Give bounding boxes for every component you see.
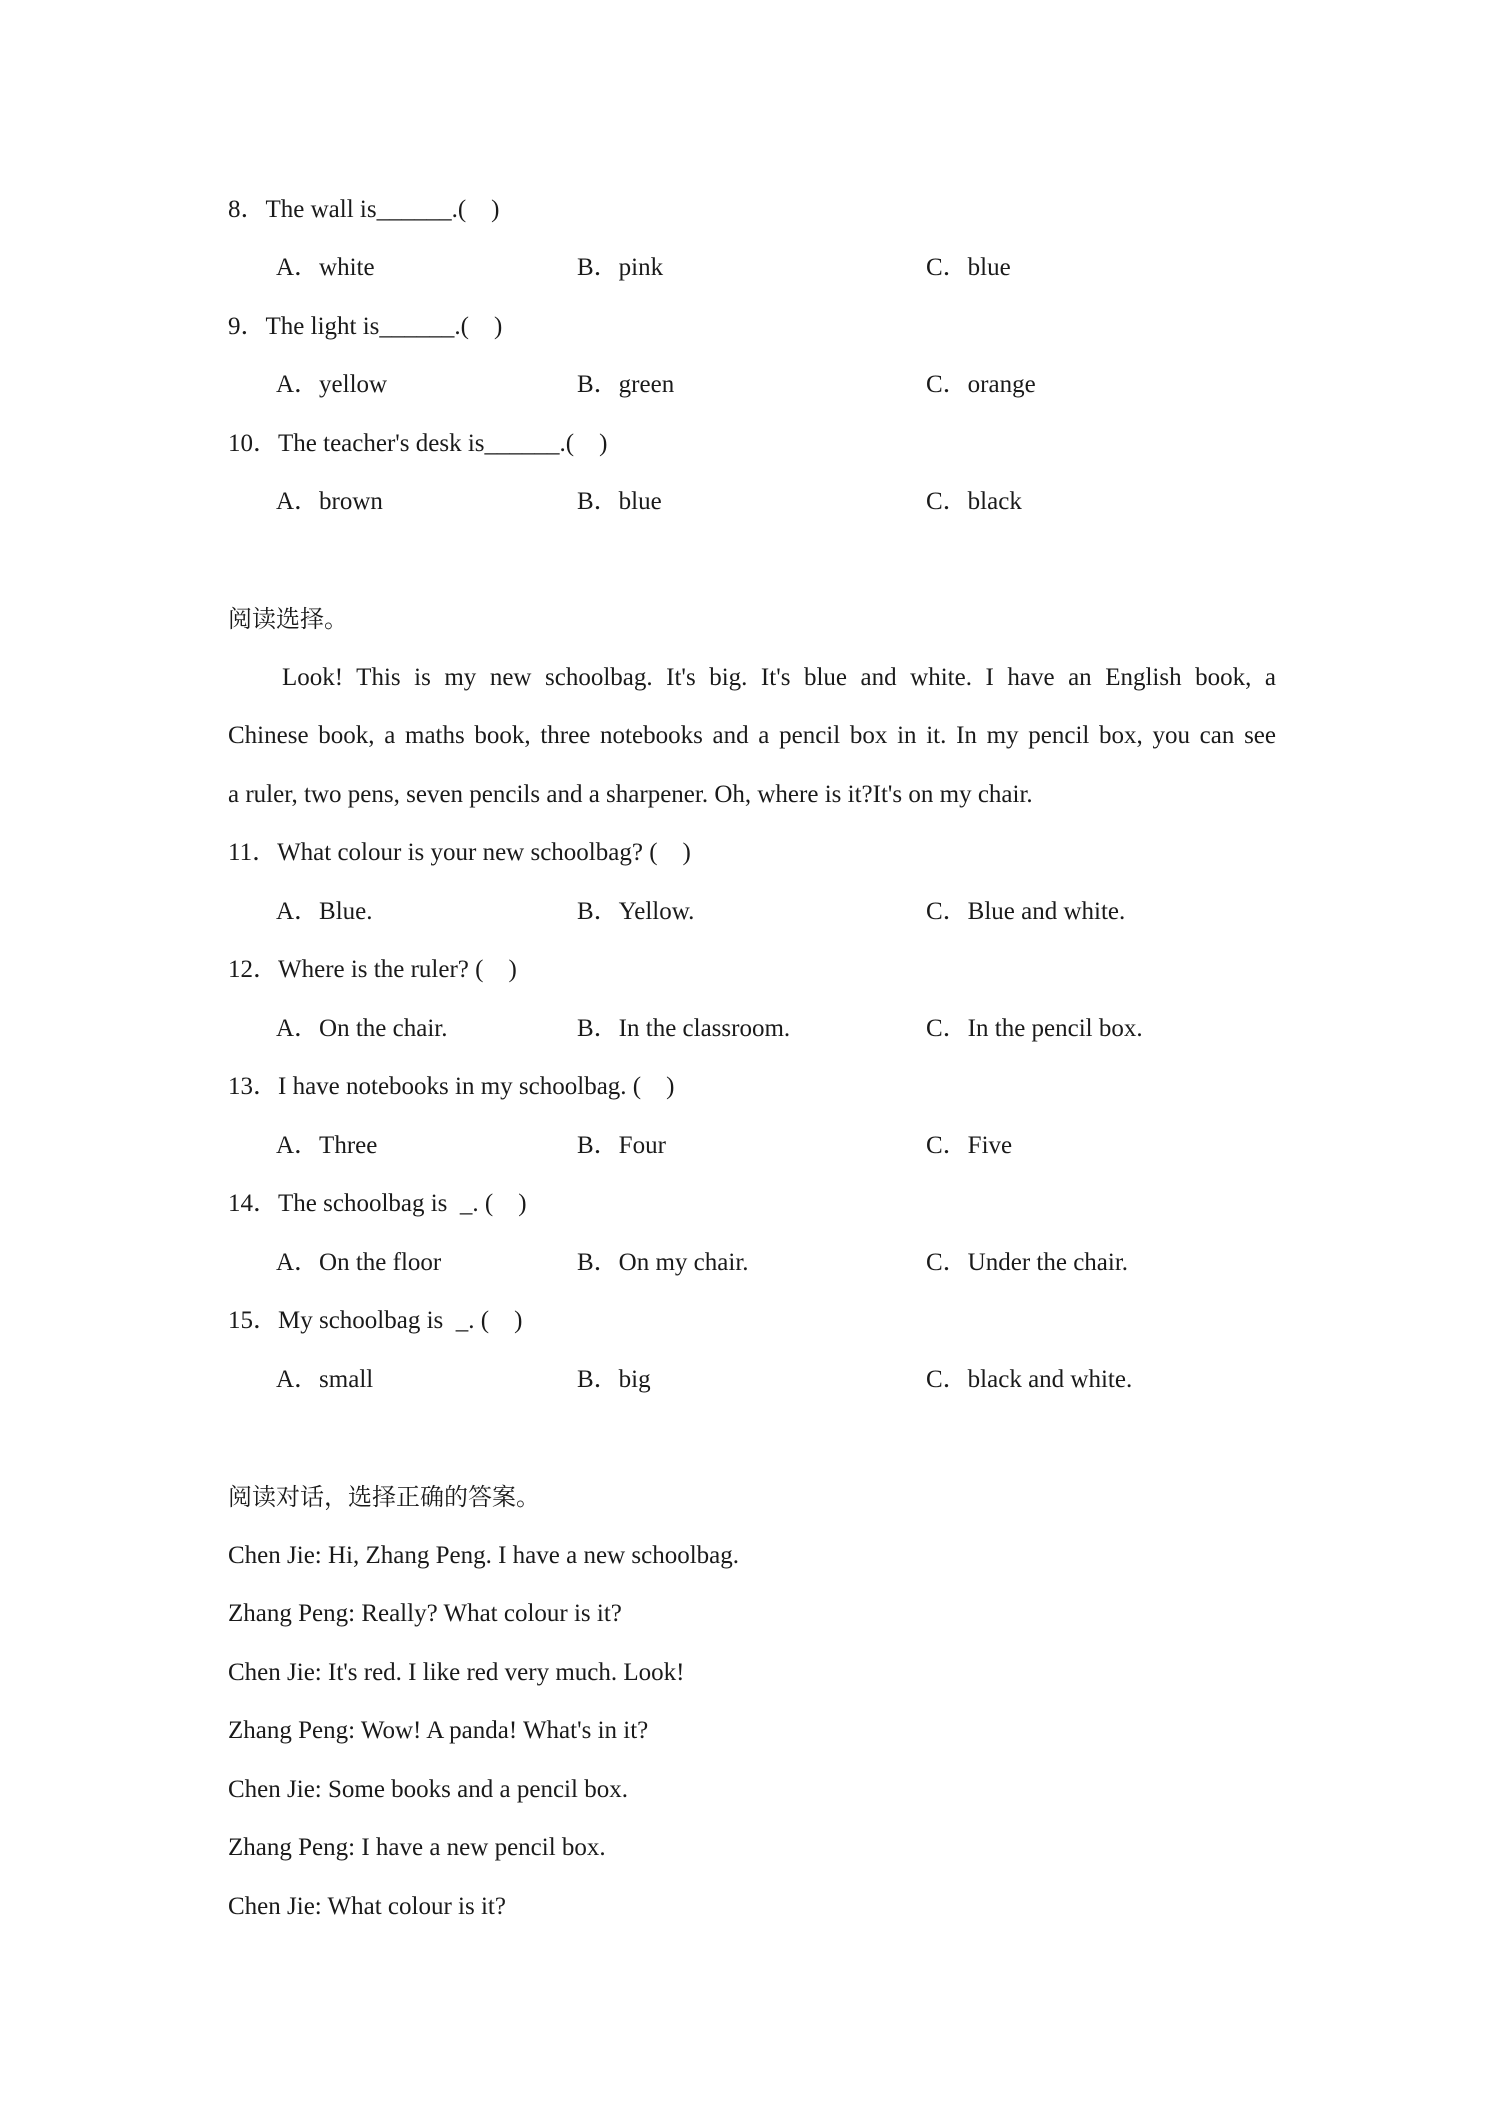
- reading-section-heading: 阅读选择。: [228, 605, 348, 633]
- dialogue-section-heading: 阅读对话，选择正确的答案。: [228, 1483, 540, 1511]
- dialogue-line-7: Chen Jie: What colour is it?: [228, 1893, 506, 1920]
- question-10-option-b[interactable]: B．blue: [577, 488, 662, 515]
- question-11-option-b[interactable]: B．Yellow.: [577, 898, 695, 925]
- question-9-option-c[interactable]: C．orange: [926, 371, 1036, 398]
- question-8-option-c[interactable]: C．blue: [926, 254, 1011, 281]
- question-8-option-a[interactable]: A．white: [276, 254, 375, 281]
- question-10-stem: 10．The teacher's desk is______.( ): [228, 430, 608, 457]
- question-8-stem: 8．The wall is______.( ): [228, 196, 500, 223]
- passage-line-2: Chinese book, a maths book, three notebooks and a pencil box in it. In my pencil box, you can see: [228, 722, 1276, 749]
- question-15-option-b[interactable]: B．big: [577, 1366, 651, 1393]
- question-15-option-a[interactable]: A．small: [276, 1366, 374, 1393]
- question-9-option-b[interactable]: B．green: [577, 371, 675, 398]
- question-9-option-a[interactable]: A．yellow: [276, 371, 388, 398]
- question-12-option-a[interactable]: A．On the chair.: [276, 1015, 448, 1042]
- question-12-option-b[interactable]: B．In the classroom.: [577, 1015, 791, 1042]
- question-11-option-a[interactable]: A．Blue.: [276, 898, 373, 925]
- question-14-option-b[interactable]: B．On my chair.: [577, 1249, 749, 1276]
- dialogue-line-4: Zhang Peng: Wow! A panda! What's in it?: [228, 1717, 649, 1744]
- question-14-option-a[interactable]: A．On the floor: [276, 1249, 442, 1276]
- question-11-option-c[interactable]: C．Blue and white.: [926, 898, 1126, 925]
- dialogue-line-5: Chen Jie: Some books and a pencil box.: [228, 1776, 628, 1803]
- question-10-option-c[interactable]: C．black: [926, 488, 1022, 515]
- dialogue-line-2: Zhang Peng: Really? What colour is it?: [228, 1600, 622, 1627]
- question-11-stem: 11．What colour is your new schoolbag? ( ): [228, 839, 691, 866]
- question-15-stem: 15．My schoolbag is _. ( ): [228, 1307, 523, 1334]
- question-15-option-c[interactable]: C．black and white.: [926, 1366, 1133, 1393]
- question-13-option-b[interactable]: B．Four: [577, 1132, 666, 1159]
- question-14-option-c[interactable]: C．Under the chair.: [926, 1249, 1129, 1276]
- passage-line-3: a ruler, two pens, seven pencils and a sharpener. Oh, where is it?It's on my chair.: [228, 781, 1033, 808]
- passage-line-1: Look! This is my new schoolbag. It's big. It's blue and white. I have an English book, a: [282, 664, 1276, 691]
- question-12-option-c[interactable]: C．In the pencil box.: [926, 1015, 1143, 1042]
- question-9-stem: 9．The light is______.( ): [228, 313, 503, 340]
- question-14-stem: 14．The schoolbag is _. ( ): [228, 1190, 527, 1217]
- dialogue-line-6: Zhang Peng: I have a new pencil box.: [228, 1834, 606, 1861]
- question-12-stem: 12．Where is the ruler? ( ): [228, 956, 517, 983]
- question-13-stem: 13．I have notebooks in my schoolbag. ( ): [228, 1073, 675, 1100]
- question-13-option-c[interactable]: C．Five: [926, 1132, 1013, 1159]
- dialogue-line-1: Chen Jie: Hi, Zhang Peng. I have a new schoolbag.: [228, 1542, 739, 1569]
- dialogue-line-3: Chen Jie: It's red. I like red very much. Look!: [228, 1659, 685, 1686]
- question-8-option-b[interactable]: B．pink: [577, 254, 664, 281]
- question-13-option-a[interactable]: A．Three: [276, 1132, 378, 1159]
- question-10-option-a[interactable]: A．brown: [276, 488, 383, 515]
